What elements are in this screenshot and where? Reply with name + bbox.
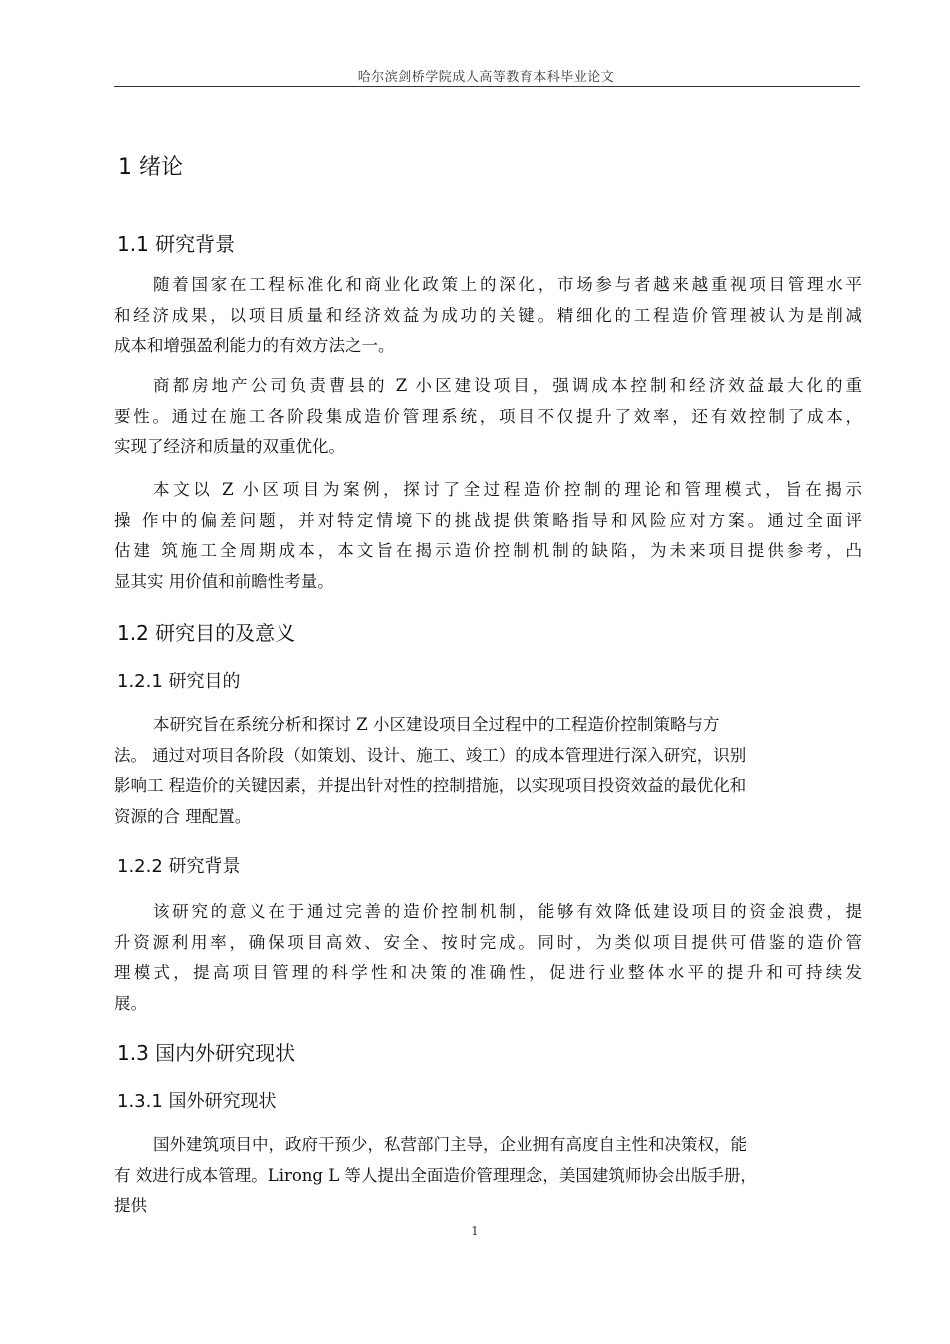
section-1-2-heading: 1.2 研究目的及意义 — [117, 621, 296, 645]
paragraph-4 — [114, 710, 862, 832]
paragraph-line: 显其实 用价值和前瞻性考量。 — [114, 571, 334, 591]
paragraph-1 — [114, 270, 862, 362]
paragraph-line: 本文以 Z 小区项目为案例，探讨了全过程造价控制的理论和管理模式，旨在揭示 — [153, 480, 862, 499]
section-1-3-heading: 1.3 国内外研究现状 — [117, 1041, 296, 1065]
paragraph-line: 要性。通过在施工各阶段集成造价管理系统，项目不仅提升了效率，还有效控制了成本， — [114, 406, 862, 426]
paragraph-line: 展。 — [114, 993, 147, 1013]
paragraph-line: 影响工 程造价的关键因素，并提出针对性的控制措施，以实现项目投资效益的最优化和 — [114, 776, 747, 795]
paragraph-2 — [114, 371, 862, 463]
paragraph-6 — [114, 1130, 862, 1222]
paragraph-line: 操 作中的偏差问题，并对特定情境下的挑战提供策略指导和风险应对方案。通过全面评 — [114, 510, 862, 530]
paragraph-line: 商都房地产公司负责曹县的 Z 小区建设项目，强调成本控制和经济效益最大化的重 — [153, 376, 862, 395]
paragraph-line: 估建 筑施工全周期成本，本文旨在揭示造价控制机制的缺陷，为未来项目提供参考，凸 — [114, 541, 862, 560]
paragraph-line: 该研究的意义在于通过完善的造价控制机制，能够有效降低建设项目的资金浪费，提 — [153, 902, 862, 921]
header-rule — [114, 86, 860, 87]
section-1-1-heading: 1.1 研究背景 — [117, 232, 236, 256]
paragraph-line: 实现了经济和质量的双重优化。 — [114, 437, 345, 456]
section-1-2-2-heading: 1.2.2 研究背景 — [117, 856, 241, 877]
page-number: 1 — [471, 1224, 479, 1238]
paragraph-3 — [114, 475, 862, 597]
running-header: 哈尔滨剑桥学院成人高等教育本科毕业论文 — [357, 70, 615, 85]
paragraph-line: 有 效进行成本管理。Lirong L 等人提出全面造价管理理念，美国建筑师协会出版手册， — [114, 1165, 757, 1185]
paragraph-line: 升资源利用率，确保项目高效、安全、按时完成。同时，为类似项目提供可借鉴的造价管 — [114, 932, 862, 952]
paragraph-line: 随着国家在工程标准化和商业化政策上的深化，市场参与者越来越重视项目管理水平 — [153, 275, 862, 294]
section-1-2-1-heading: 1.2.1 研究目的 — [117, 671, 241, 692]
paragraph-line: 国外建筑项目中，政府干预少，私营部门主导，企业拥有高度自主性和决策权，能 — [153, 1135, 747, 1154]
paragraph-line: 本研究旨在系统分析和探讨 Z 小区建设项目全过程中的工程造价控制策略与方 — [153, 715, 720, 734]
chapter-title: 1 绪论 — [118, 155, 183, 180]
paragraph-line: 提供 — [114, 1196, 147, 1215]
paragraph-line: 理模式，提高项目管理的科学性和决策的准确性，促进行业整体水平的提升和可持续发 — [114, 963, 862, 982]
paragraph-line: 资源的合 理配置。 — [114, 806, 252, 826]
paragraph-line: 和经济成果，以项目质量和经济效益为成功的关键。精细化的工程造价管理被认为是削减 — [114, 305, 862, 325]
section-1-3-1-heading: 1.3.1 国外研究现状 — [117, 1091, 277, 1112]
paragraph-5 — [114, 897, 862, 1019]
paragraph-line: 成本和增强盈利能力的有效方法之一。 — [114, 336, 395, 355]
paragraph-line: 法。 通过对项目各阶段（如策划、设计、施工、竣工）的成本管理进行深入研究，识别 — [114, 745, 747, 765]
